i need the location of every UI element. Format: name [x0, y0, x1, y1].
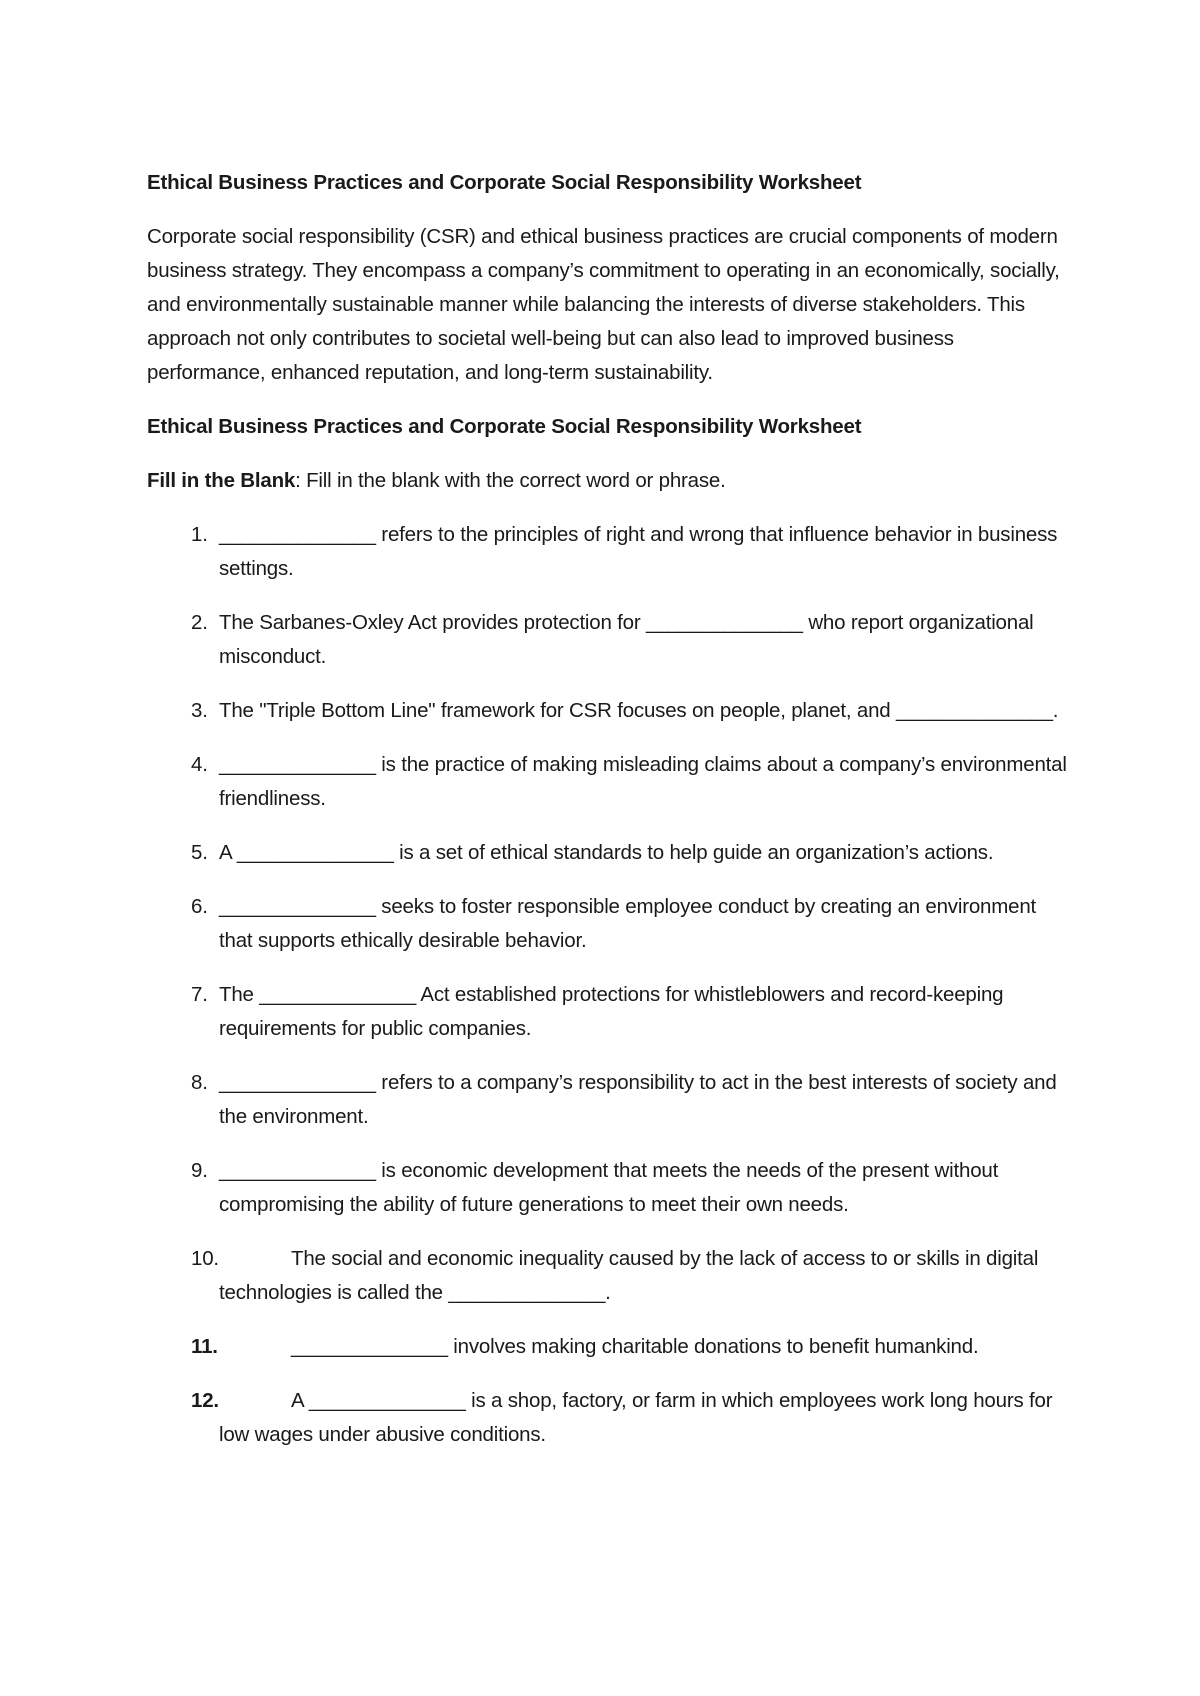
question-number: 7.: [191, 983, 208, 1006]
question-number: 12.: [191, 1389, 219, 1412]
question-item-11: [147, 1330, 1067, 1364]
section-title: Ethical Business Practices and Corporate Social Responsibility Worksheet: [147, 415, 862, 438]
instruction-lead: Fill in the Blank: [147, 469, 296, 492]
question-text: ______________ seeks to foster responsible employee conduct by creating an environment that supports ethically desirable behavior.: [219, 895, 1037, 952]
question-number: 9.: [191, 1159, 208, 1182]
question-item-5: [147, 836, 1067, 870]
question-number: 8.: [191, 1071, 208, 1094]
question-item-2: [147, 606, 1067, 674]
question-text: ______________ refers to a company’s responsibility to act in the best interests of society and the environment.: [219, 1071, 1057, 1128]
question-item-4: [147, 748, 1067, 816]
question-item-6: [147, 890, 1067, 958]
question-number: 2.: [191, 611, 208, 634]
question-text: The "Triple Bottom Line" framework for CSR focuses on people, planet, and ______________.: [219, 699, 1059, 722]
intro-paragraph: Corporate social responsibility (CSR) and ethical business practices are crucial components of modern business strategy. They encompass a company’s commitment to operating in an economically, socially, and environmentally sustainable manner while balancing the interests of diverse stakeholders. This approach not only contributes to societal well-being but can also lead to improved business performance, enhanced reputation, and long-term sustainability.: [147, 225, 1060, 384]
document-title: Ethical Business Practices and Corporate Social Responsibility Worksheet: [147, 171, 862, 194]
question-item-1: [147, 518, 1067, 586]
question-text: ______________ refers to the principles of right and wrong that influence behavior in business settings.: [219, 523, 1058, 580]
question-number: 5.: [191, 841, 208, 864]
question-item-9: [147, 1154, 1067, 1222]
question-text: ______________ is the practice of making misleading claims about a company’s environmental friendliness.: [219, 753, 1067, 810]
question-list: [147, 518, 1067, 1452]
question-item-7: [147, 978, 1067, 1046]
question-text: ______________ is economic development that meets the needs of the present without compromising the ability of future generations to meet their own needs.: [219, 1159, 999, 1216]
question-item-10: [147, 1242, 1067, 1310]
question-text: A ______________ is a set of ethical standards to help guide an organization’s actions.: [219, 841, 994, 864]
question-text: A ______________ is a shop, factory, or farm in which employees work long hours for low wages under abusive conditions.: [219, 1389, 1053, 1446]
question-number: 1.: [191, 523, 208, 546]
question-number: 11.: [191, 1335, 218, 1358]
question-item-8: [147, 1066, 1067, 1134]
question-text: The social and economic inequality caused by the lack of access to or skills in digital technologies is called the ______________.: [219, 1247, 1039, 1304]
instruction: [147, 464, 1067, 498]
instruction-text: : Fill in the blank with the correct word or phrase.: [295, 469, 726, 492]
question-number: 3.: [191, 699, 208, 722]
question-text: ______________ involves making charitable donations to benefit humankind.: [291, 1335, 979, 1358]
question-text: The Sarbanes-Oxley Act provides protection for ______________ who report organizational misconduct.: [219, 611, 1034, 668]
question-text: The ______________ Act established protections for whistleblowers and record-keeping requirements for public companies.: [219, 983, 1004, 1040]
question-number: 4.: [191, 753, 208, 776]
question-number: 10.: [191, 1247, 219, 1270]
question-item-3: [147, 694, 1067, 728]
question-item-12: [147, 1384, 1067, 1452]
question-number: 6.: [191, 895, 208, 918]
document-body: [147, 166, 1067, 1472]
